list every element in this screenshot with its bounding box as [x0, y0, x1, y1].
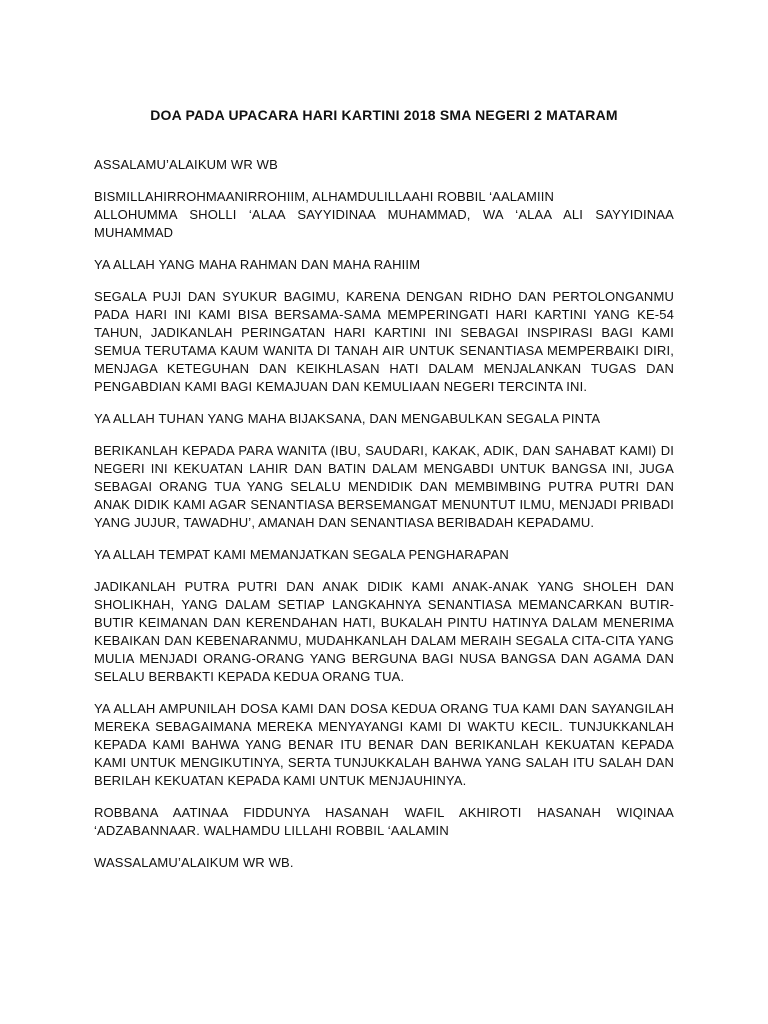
paragraph-ampunilah — [94, 700, 674, 790]
paragraph-line: SEGALA PUJI DAN SYUKUR BAGIMU, KARENA DENGAN RIDHO DAN PERTOLONGANMU PADA HARI INI KAMI BISA BERSAMA-SAMA MEMPERINGATI HARI KARTINI YANG KE-54 TAHUN, JADIKANLAH PERINGATAN HARI KARTINI INI SEBAGAI INSPIRASI BAGI KAMI SEMUA TERUTAMA KAUM WANITA DI TANAH AIR UNTUK SENANTIASA MEMPERBAIKI DIRI, MENJAGA KETEGUHAN DAN KEIKHLASAN HATI DALAM MENJALANKAN TUGAS DAN PENGABDIAN KAMI BAGI KEMAJUAN DAN KEMULIAAN NEGERI TERCINTA INI. — [94, 289, 674, 394]
document-title: DOA PADA UPACARA HARI KARTINI 2018 SMA NEGERI 2 MATARAM — [150, 107, 618, 123]
paragraph-line: ALLOHUMMA SHOLLI ‘ALAA SAYYIDINAA MUHAMMAD, WA ‘ALAA ALI SAYYIDINAA MUHAMMAD — [94, 207, 674, 240]
paragraph-line: ROBBANA AATINAA FIDDUNYA HASANAH WAFIL AKHIROTI HASANAH WIQINAA ‘ADZABANNAAR. WALHAMDU LILLAHI ROBBIL ‘AALAMIN — [94, 805, 674, 838]
paragraph-line: YA ALLAH AMPUNILAH DOSA KAMI DAN DOSA KEDUA ORANG TUA KAMI DAN SAYANGILAH MEREKA SEBAGAIMANA MEREKA MENYAYANGI KAMI DI WAKTU KECIL. TUNJUKKANLAH KEPADA KAMI BAHWA YANG BENAR ITU BENAR DAN BERIKANLAH KEKUATAN KEPADA KAMI UNTUK MENGIKUTINYA, SERTA TUNJUKKALAH BAHWA YANG SALAH ITU SALAH DAN BERILAH KEKUATAN KEPADA KAMI UNTUK MENJAUHINYA. — [94, 701, 674, 788]
paragraph-wanita — [94, 442, 674, 532]
paragraph-heading-rahman — [94, 256, 674, 274]
paragraph-line: YA ALLAH TEMPAT KAMI MEMANJATKAN SEGALA PENGHARAPAN — [94, 547, 509, 562]
paragraph-line: JADIKANLAH PUTRA PUTRI DAN ANAK DIDIK KAMI ANAK-ANAK YANG SHOLEH DAN SHOLIKHAH, YANG DALAM SETIAP LANGKAHNYA SENANTIASA MEMANCARKAN BUTIR-BUTIR KEIMANAN DAN KERENDAHAN HATI, BUKALAH PINTU HATINYA DALAM MENERIMA KEBAIKAN DAN KEBENARANMU, MUDAHKANLAH DALAM MERAIH SEGALA CITA-CITA YANG MULIA MENJADI ORANG-ORANG YANG BERGUNA BAGI NUSA BANGSA DAN AGAMA DAN SELALU BERBAKTI KEPADA KEDUA ORANG TUA. — [94, 579, 674, 684]
paragraph-puji-syukur — [94, 288, 674, 396]
paragraph-line: BISMILLAHIRROHMAANIRROHIIM, ALHAMDULILLAAHI ROBBIL ‘AALAMIIN — [94, 189, 555, 204]
paragraph-putra-putri — [94, 578, 674, 686]
paragraph-bismillah — [94, 188, 674, 242]
paragraph-greeting — [94, 156, 674, 174]
paragraph-line: BERIKANLAH KEPADA PARA WANITA (IBU, SAUDARI, KAKAK, ADIK, DAN SAHABAT KAMI) DI NEGERI INI KEKUATAN LAHIR DAN BATIN DALAM MENGABDI UNTUK BANGSA INI, JUGA SEBAGAI ORANG TUA YANG SELALU MENDIDIK DAN MEMBIMBING PUTRA PUTRI DAN ANAK DIDIK KAMI AGAR SENANTIASA BERSEMANGAT MENUNTUT ILMU, MENJADI PRIBADI YANG JUJUR, TAWADHU’, AMANAH DAN SENANTIASA BERIBADAH KEPADAMU. — [94, 443, 674, 530]
paragraph-heading-pengharapan — [94, 546, 674, 564]
paragraph-robbana — [94, 804, 674, 840]
paragraph-line: YA ALLAH YANG MAHA RAHMAN DAN MAHA RAHIIM — [94, 257, 421, 272]
paragraph-line: ASSALAMU’ALAIKUM WR WB — [94, 157, 278, 172]
paragraph-line: YA ALLAH TUHAN YANG MAHA BIJAKSANA, DAN MENGABULKAN SEGALA PINTA — [94, 411, 601, 426]
paragraph-line: WASSALAMU’ALAIKUM WR WB. — [94, 855, 294, 870]
paragraph-closing — [94, 854, 674, 872]
paragraph-heading-bijaksana — [94, 410, 674, 428]
